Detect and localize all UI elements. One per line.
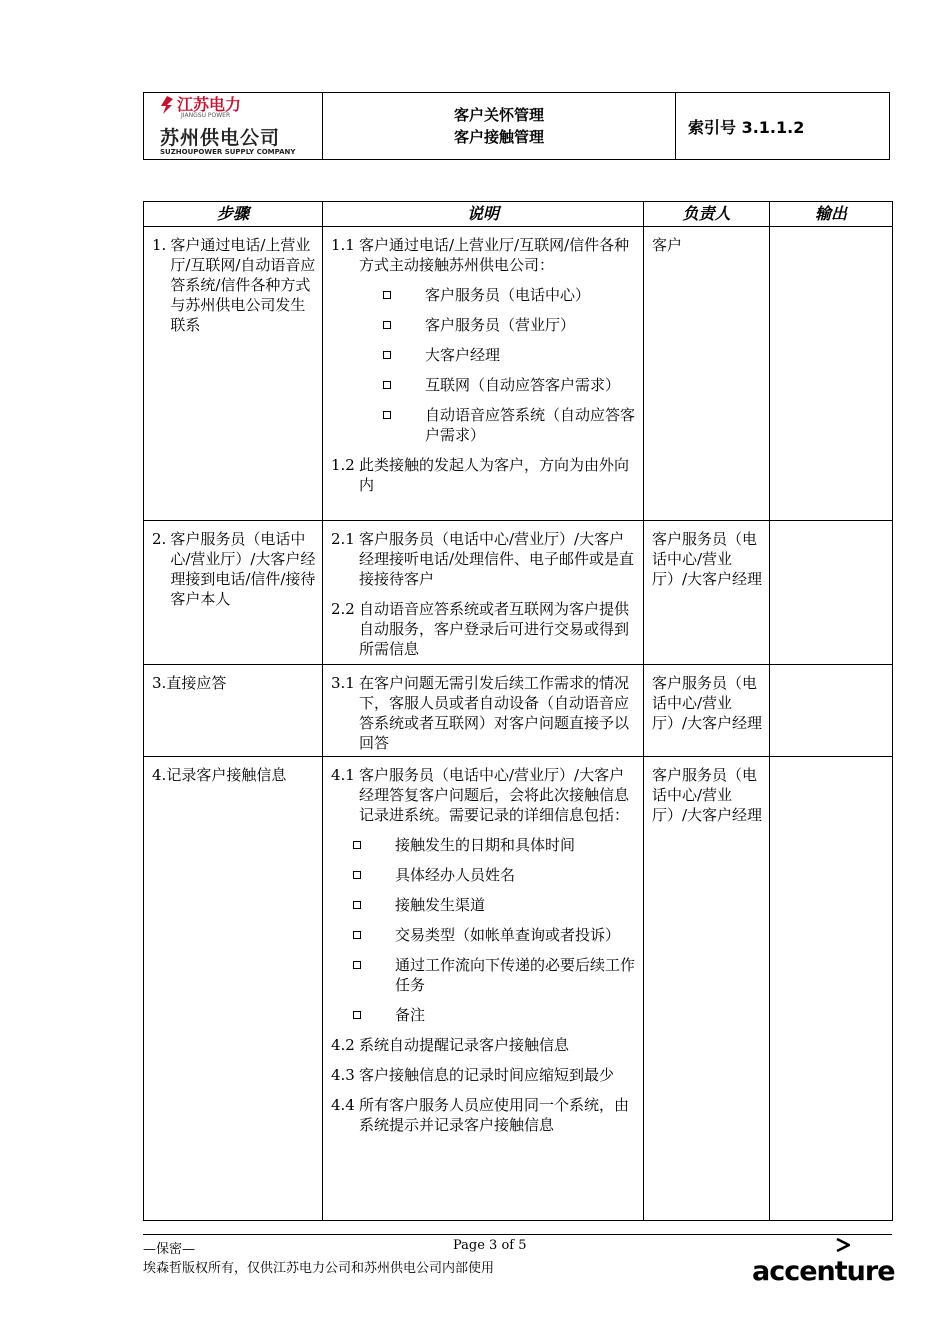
output-cell [770, 757, 893, 1221]
list-item: 接触发生的日期和具体时间 [331, 835, 637, 855]
para-text: 客户接触信息的记录时间应缩短到最少 [359, 1066, 615, 1084]
output-cell [770, 665, 893, 757]
document-title [323, 93, 676, 159]
list-item: 互联网（自动应答客户需求） [331, 375, 637, 395]
table-row [144, 227, 893, 521]
step-text: 记录客户接触信息 [166, 766, 287, 784]
step-text: 客户通过电话/上营业厅/互联网/自动语音应答系统/信件各种方式与苏州供电公司发生联系 [170, 236, 316, 334]
checkbox-bullet-icon [353, 871, 361, 879]
logo-brand-en: JIANGSU POWER [181, 112, 231, 119]
list-item: 具体经办人员姓名 [331, 865, 637, 885]
step-number: 2. [152, 530, 167, 548]
step-text: 客户服务员（电话中心/营业厅）/大客户经理接到电话/信件/接待客户本人 [170, 530, 316, 608]
logo-brand-cn: 江苏电力 [177, 95, 242, 114]
description-cell [323, 521, 644, 665]
checkbox-bullet-icon [383, 321, 391, 329]
checkbox-bullet-icon [353, 901, 361, 909]
table-row [144, 757, 893, 1221]
para-number: 2.2 [331, 600, 355, 618]
title-line-1: 客户关怀管理 [453, 106, 544, 124]
para-number: 4.4 [331, 1096, 355, 1114]
owner-cell: 客户 [644, 227, 770, 521]
list-item: 交易类型（如帐单查询或者投诉） [331, 925, 637, 945]
owner-cell: 客户服务员（电话中心/营业厅）/大客户经理 [644, 521, 770, 665]
checkbox-bullet-icon [353, 961, 361, 969]
owner-cell: 客户服务员（电话中心/营业厅）/大客户经理 [644, 665, 770, 757]
para-text: 自动语音应答系统或者互联网为客户提供自动服务，客户登录后可进行交易或得到所需信息 [359, 600, 630, 658]
list-item: 备注 [331, 1005, 637, 1025]
confidential-label: —保密— [143, 1242, 196, 1257]
table-row [144, 521, 893, 665]
bullet-list [331, 835, 637, 1025]
process-table [143, 201, 893, 1221]
page-number: Page 3 of 5 [453, 1238, 527, 1253]
list-item: 客户服务员（营业厅） [331, 315, 637, 335]
index-number: 索引号 3.1.1.2 [688, 117, 805, 137]
header-step: 步骤 [144, 202, 323, 227]
description-cell [323, 227, 644, 521]
description-cell [323, 757, 644, 1221]
output-cell [770, 227, 893, 521]
para-text: 在客户问题无需引发后续工作需求的情况下，客服人员或者自动设备（自动语音应答系统或者互联网）对客户问题直接予以回答 [359, 674, 630, 752]
list-item: 接触发生渠道 [331, 895, 637, 915]
para-number: 2.1 [331, 530, 355, 548]
para-text: 所有客户服务人员应使用同一个系统，由系统提示并记录客户接触信息 [359, 1096, 630, 1134]
checkbox-bullet-icon [353, 931, 361, 939]
output-cell [770, 521, 893, 665]
checkbox-bullet-icon [383, 351, 391, 359]
para-number: 4.3 [331, 1066, 355, 1084]
jiangsu-power-logo-icon [160, 96, 174, 114]
document-header [143, 92, 890, 160]
step-number: 4. [152, 766, 167, 784]
header-owner: 负责人 [644, 202, 770, 227]
para-text: 客户服务员（电话中心/营业厅）/大客户经理接听电话/处理信件、电子邮件或是直接接待客户 [359, 530, 635, 588]
checkbox-bullet-icon [383, 381, 391, 389]
header-output: 输出 [770, 202, 893, 227]
step-cell [144, 757, 323, 1221]
step-number: 1. [152, 236, 167, 254]
para-number: 3.1 [331, 674, 355, 692]
accenture-logo: accenture [752, 1256, 895, 1287]
list-item: 客户服务员（电话中心） [331, 285, 637, 305]
table-row [144, 665, 893, 757]
para-text: 客户服务员（电话中心/营业厅）/大客户经理答复客户问题后，会将此次接触信息记录进系统。需要记录的详细信息包括： [359, 766, 630, 824]
para-text: 客户通过电话/上营业厅/互联网/信件各种方式主动接触苏州供电公司： [359, 236, 630, 274]
para-number: 4.1 [331, 766, 355, 784]
bullet-list [331, 285, 637, 445]
checkbox-bullet-icon [353, 1011, 361, 1019]
step-cell [144, 665, 323, 757]
list-item: 通过工作流向下传递的必要后续工作任务 [331, 955, 637, 995]
step-number: 3. [152, 674, 167, 692]
title-line-2: 客户接触管理 [453, 128, 544, 146]
list-item: 大客户经理 [331, 345, 637, 365]
header-description: 说明 [323, 202, 644, 227]
step-cell [144, 521, 323, 665]
copyright-notice: 埃森哲版权所有，仅供江苏电力公司和苏州供电公司内部使用 [143, 1261, 495, 1276]
accenture-chevron-icon [836, 1238, 850, 1252]
company-logo [144, 93, 323, 159]
description-cell [323, 665, 644, 757]
step-cell [144, 227, 323, 521]
checkbox-bullet-icon [383, 411, 391, 419]
para-number: 1.2 [331, 456, 355, 474]
logo-company-en: SUZHOUPOWER SUPPLY COMPANY [160, 148, 296, 156]
logo-company-cn: 苏州供电公司 [160, 127, 281, 149]
table-header-row [144, 202, 893, 227]
para-number: 4.2 [331, 1036, 355, 1054]
owner-cell: 客户服务员（电话中心/营业厅）/大客户经理 [644, 757, 770, 1221]
checkbox-bullet-icon [353, 841, 361, 849]
para-text: 系统自动提醒记录客户接触信息 [359, 1036, 570, 1054]
para-number: 1.1 [331, 236, 355, 254]
para-text: 此类接触的发起人为客户，方向为由外向内 [359, 456, 630, 494]
checkbox-bullet-icon [383, 291, 391, 299]
step-text: 直接应答 [166, 674, 227, 692]
list-item: 自动语音应答系统（自动应答客户需求） [331, 405, 637, 445]
